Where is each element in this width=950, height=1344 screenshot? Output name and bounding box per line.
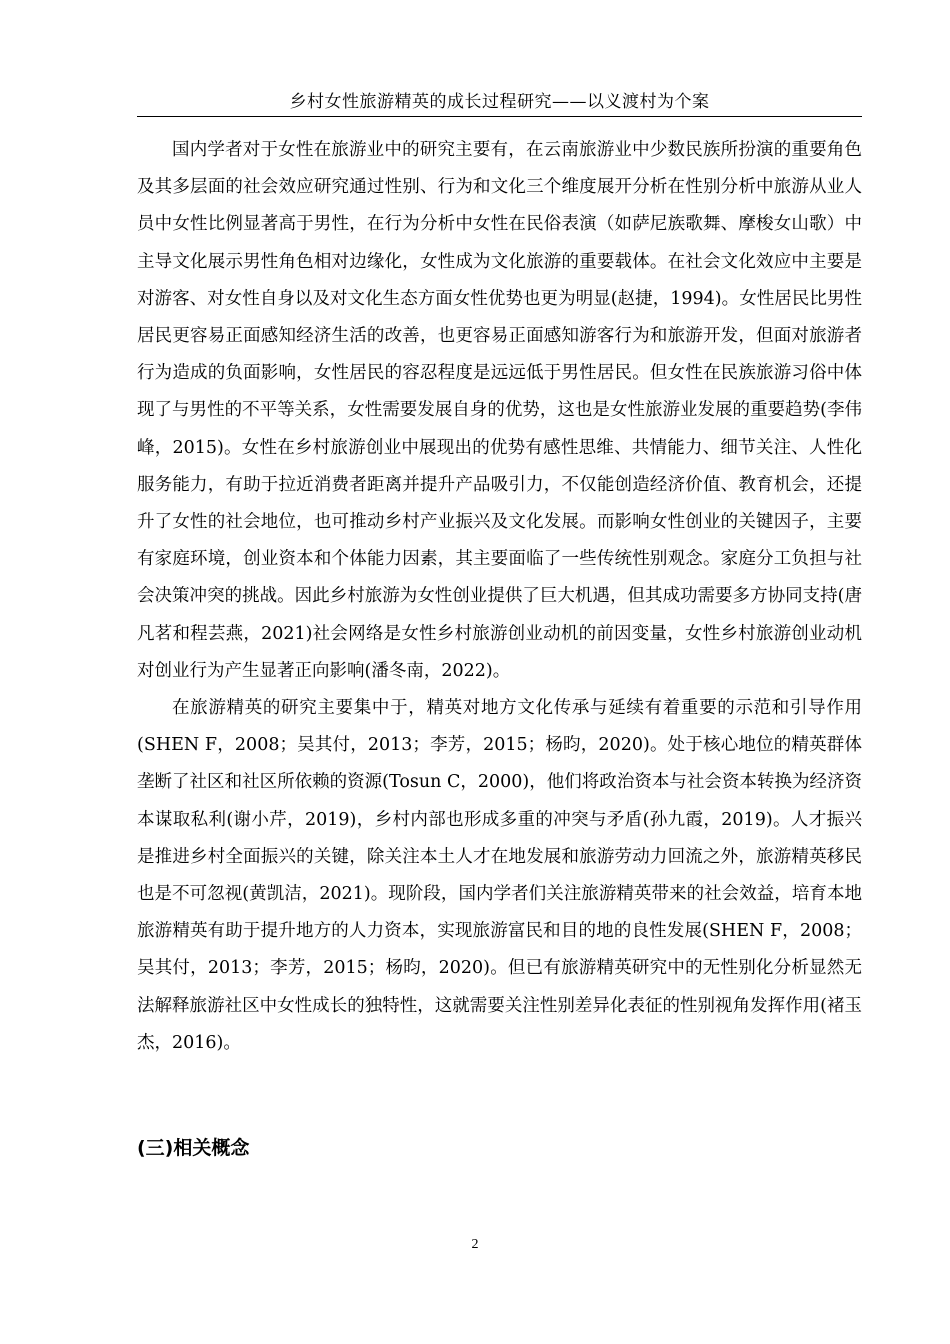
- paragraph-1: 国内学者对于女性在旅游业中的研究主要有，在云南旅游业中少数民族所扮演的重要角色及其多层面的社会效应研究通过性别、行为和文化三个维度展开分析在性别分析中旅游从业人员中女性比例显著高于男性，在行为分析中女性在民俗表演（如萨尼族歌舞、摩梭女山歌）中主导文化展示男性角色相对边缘化，女性成为文化旅游的重要载体。在社会文化效应中主要是对游客、对女性自身以及对文化生态方面女性优势也更为明显(赵捷，1994)。女性居民比男性居民更容易正面感知经济生活的改善，也更容易正面感知游客行为和旅游开发，但面对旅游者行为造成的负面影响，女性居民的容忍程度是远远低于男性居民。但女性在民族旅游习俗中体现了与男性的不平等关系，女性需要发展自身的优势，这也是女性旅游业发展的重要趋势(李伟峰，2015)。女性在乡村旅游创业中展现出的优势有感性思维、共情能力、细节关注、人性化服务能力，有助于拉近消费者距离并提升产品吸引力，不仅能创造经济价值、教育机会，还提升了女性的社会地位，也可推动乡村产业振兴及文化发展。而影响女性创业的关键因子，主要有家庭环境，创业资本和个体能力因素，其主要面临了一些传统性别观念。家庭分工负担与社会决策冲突的挑战。因此乡村旅游为女性创业提供了巨大机遇，但其成功需要多方协同支持(唐凡茗和程芸燕，2021)社会网络是女性乡村旅游创业动机的前因变量，女性乡村旅游创业动机对创业行为产生显著正向影响(潘冬南，2022)。: [137, 140, 862, 681]
- running-header: 乡村女性旅游精英的成长过程研究——以义渡村为个案: [289, 92, 710, 112]
- page-number: 2: [471, 1237, 479, 1252]
- body-text: [137, 132, 862, 1062]
- paragraph-2: 在旅游精英的研究主要集中于，精英对地方文化传承与延续有着重要的示范和引导作用(SHEN F，2008；吴其付，2013；李芳，2015；杨昀，2020)。处于核心地位的精英群体垄断了社区和社区所依赖的资源(Tosun C，2000)，他们将政治资本与社会资本转换为经济资本谋取私利(谢小芹，2019)，乡村内部也形成多重的冲突与矛盾(孙九霞，2019)。人才振兴是推进乡村全面振兴的关键，除关注本土人才在地发展和旅游劳动力回流之外，旅游精英移民也是不可忽视(黄凯洁，2021)。现阶段，国内学者们关注旅游精英带来的社会效益，培育本地旅游精英有助于提升地方的人力资本，实现旅游富民和目的地的良性发展(SHEN F，2008；吴其付，2013；李芳，2015；杨昀，2020)。但已有旅游精英研究中的无性别化分析显然无法解释旅游社区中女性成长的独特性，这就需要关注性别差异化表征的性别视角发挥作用(褚玉杰，2016)。: [137, 698, 862, 1053]
- header-rule: [137, 116, 862, 117]
- section-heading: (三)相关概念: [137, 1137, 250, 1159]
